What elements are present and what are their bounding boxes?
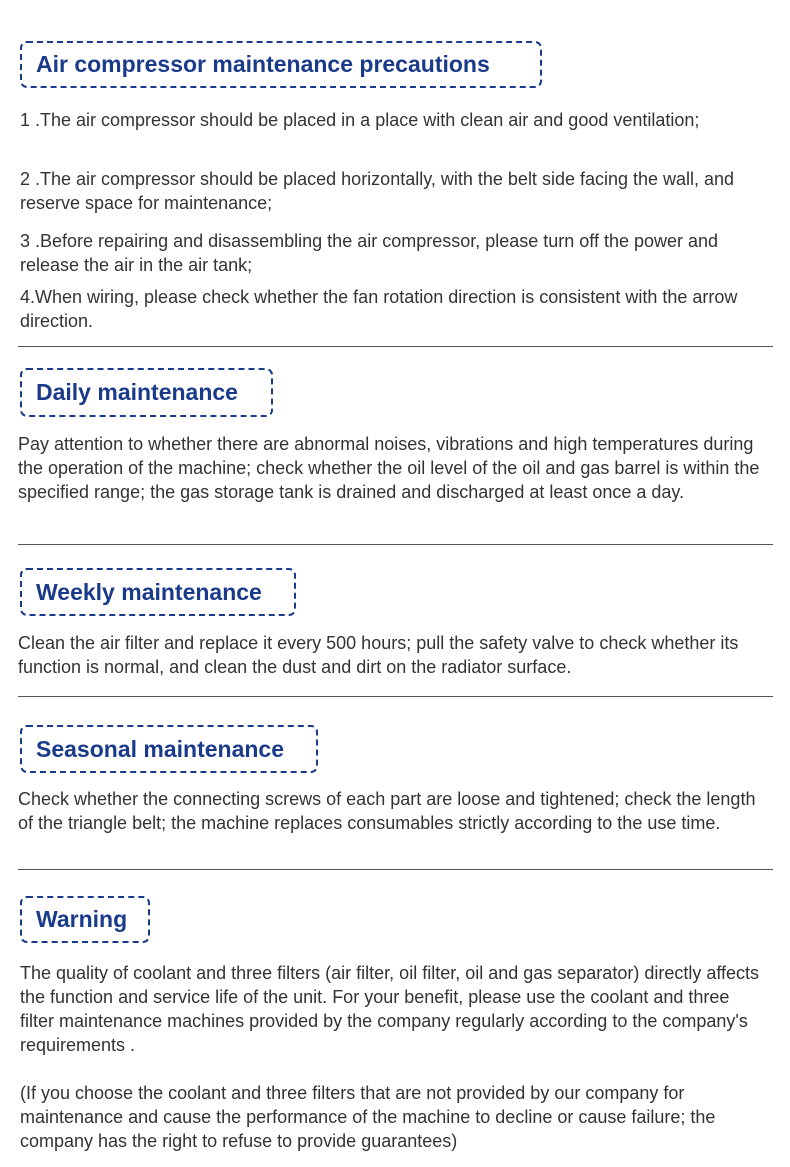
- daily-maintenance-heading: Daily maintenance: [20, 368, 273, 417]
- seasonal-maintenance-text: Check whether the connecting screws of each part are loose and tightened; check the length of the triangle belt; the machine replaces consumables strictly according to the use time.: [18, 789, 756, 833]
- precaution-item-3: 3 .Before repairing and disassembling the air compressor, please turn off the power and release the air in the air tank;: [20, 231, 719, 275]
- daily-maintenance-text: Pay attention to whether there are abnormal noises, vibrations and high temperatures during the operation of the machine; check whether the oil level of the oil and gas barrel is within the specified range; the gas storage tank is drained and discharged at least once a day.: [18, 434, 760, 502]
- warning-heading: Warning: [20, 896, 150, 943]
- section-divider-1: [18, 346, 773, 347]
- seasonal-maintenance-heading: Seasonal maintenance: [20, 725, 318, 773]
- section-divider-2: [18, 544, 773, 545]
- precaution-item-2: 2 .The air compressor should be placed horizontally, with the belt side facing the wall, and reserve space for maintenance;: [20, 169, 735, 213]
- section-divider-4: [18, 869, 773, 870]
- warning-note: (If you choose the coolant and three filters that are not provided by our company for maintenance and cause the performance of the machine to decline or cause failure; the company has the right to refuse to provide guarantees): [20, 1083, 716, 1151]
- precaution-item-4: 4.When wiring, please check whether the fan rotation direction is consistent with the arrow direction.: [20, 287, 738, 331]
- weekly-maintenance-heading: Weekly maintenance: [20, 568, 296, 616]
- weekly-maintenance-text: Clean the air filter and replace it every 500 hours; pull the safety valve to check whether its function is normal, and clean the dust and dirt on the radiator surface.: [18, 633, 739, 677]
- precaution-item-1: 1 .The air compressor should be placed in a place with clean air and good ventilation;: [20, 110, 700, 130]
- section-divider-3: [18, 696, 773, 697]
- precautions-heading: Air compressor maintenance precautions: [20, 41, 542, 88]
- warning-text: The quality of coolant and three filters (air filter, oil filter, oil and gas separator) directly affects the function and service life of the unit. For your benefit, please use the coolant and three filter maintenance machines provided by the company regularly according to the company's requirements .: [20, 963, 760, 1055]
